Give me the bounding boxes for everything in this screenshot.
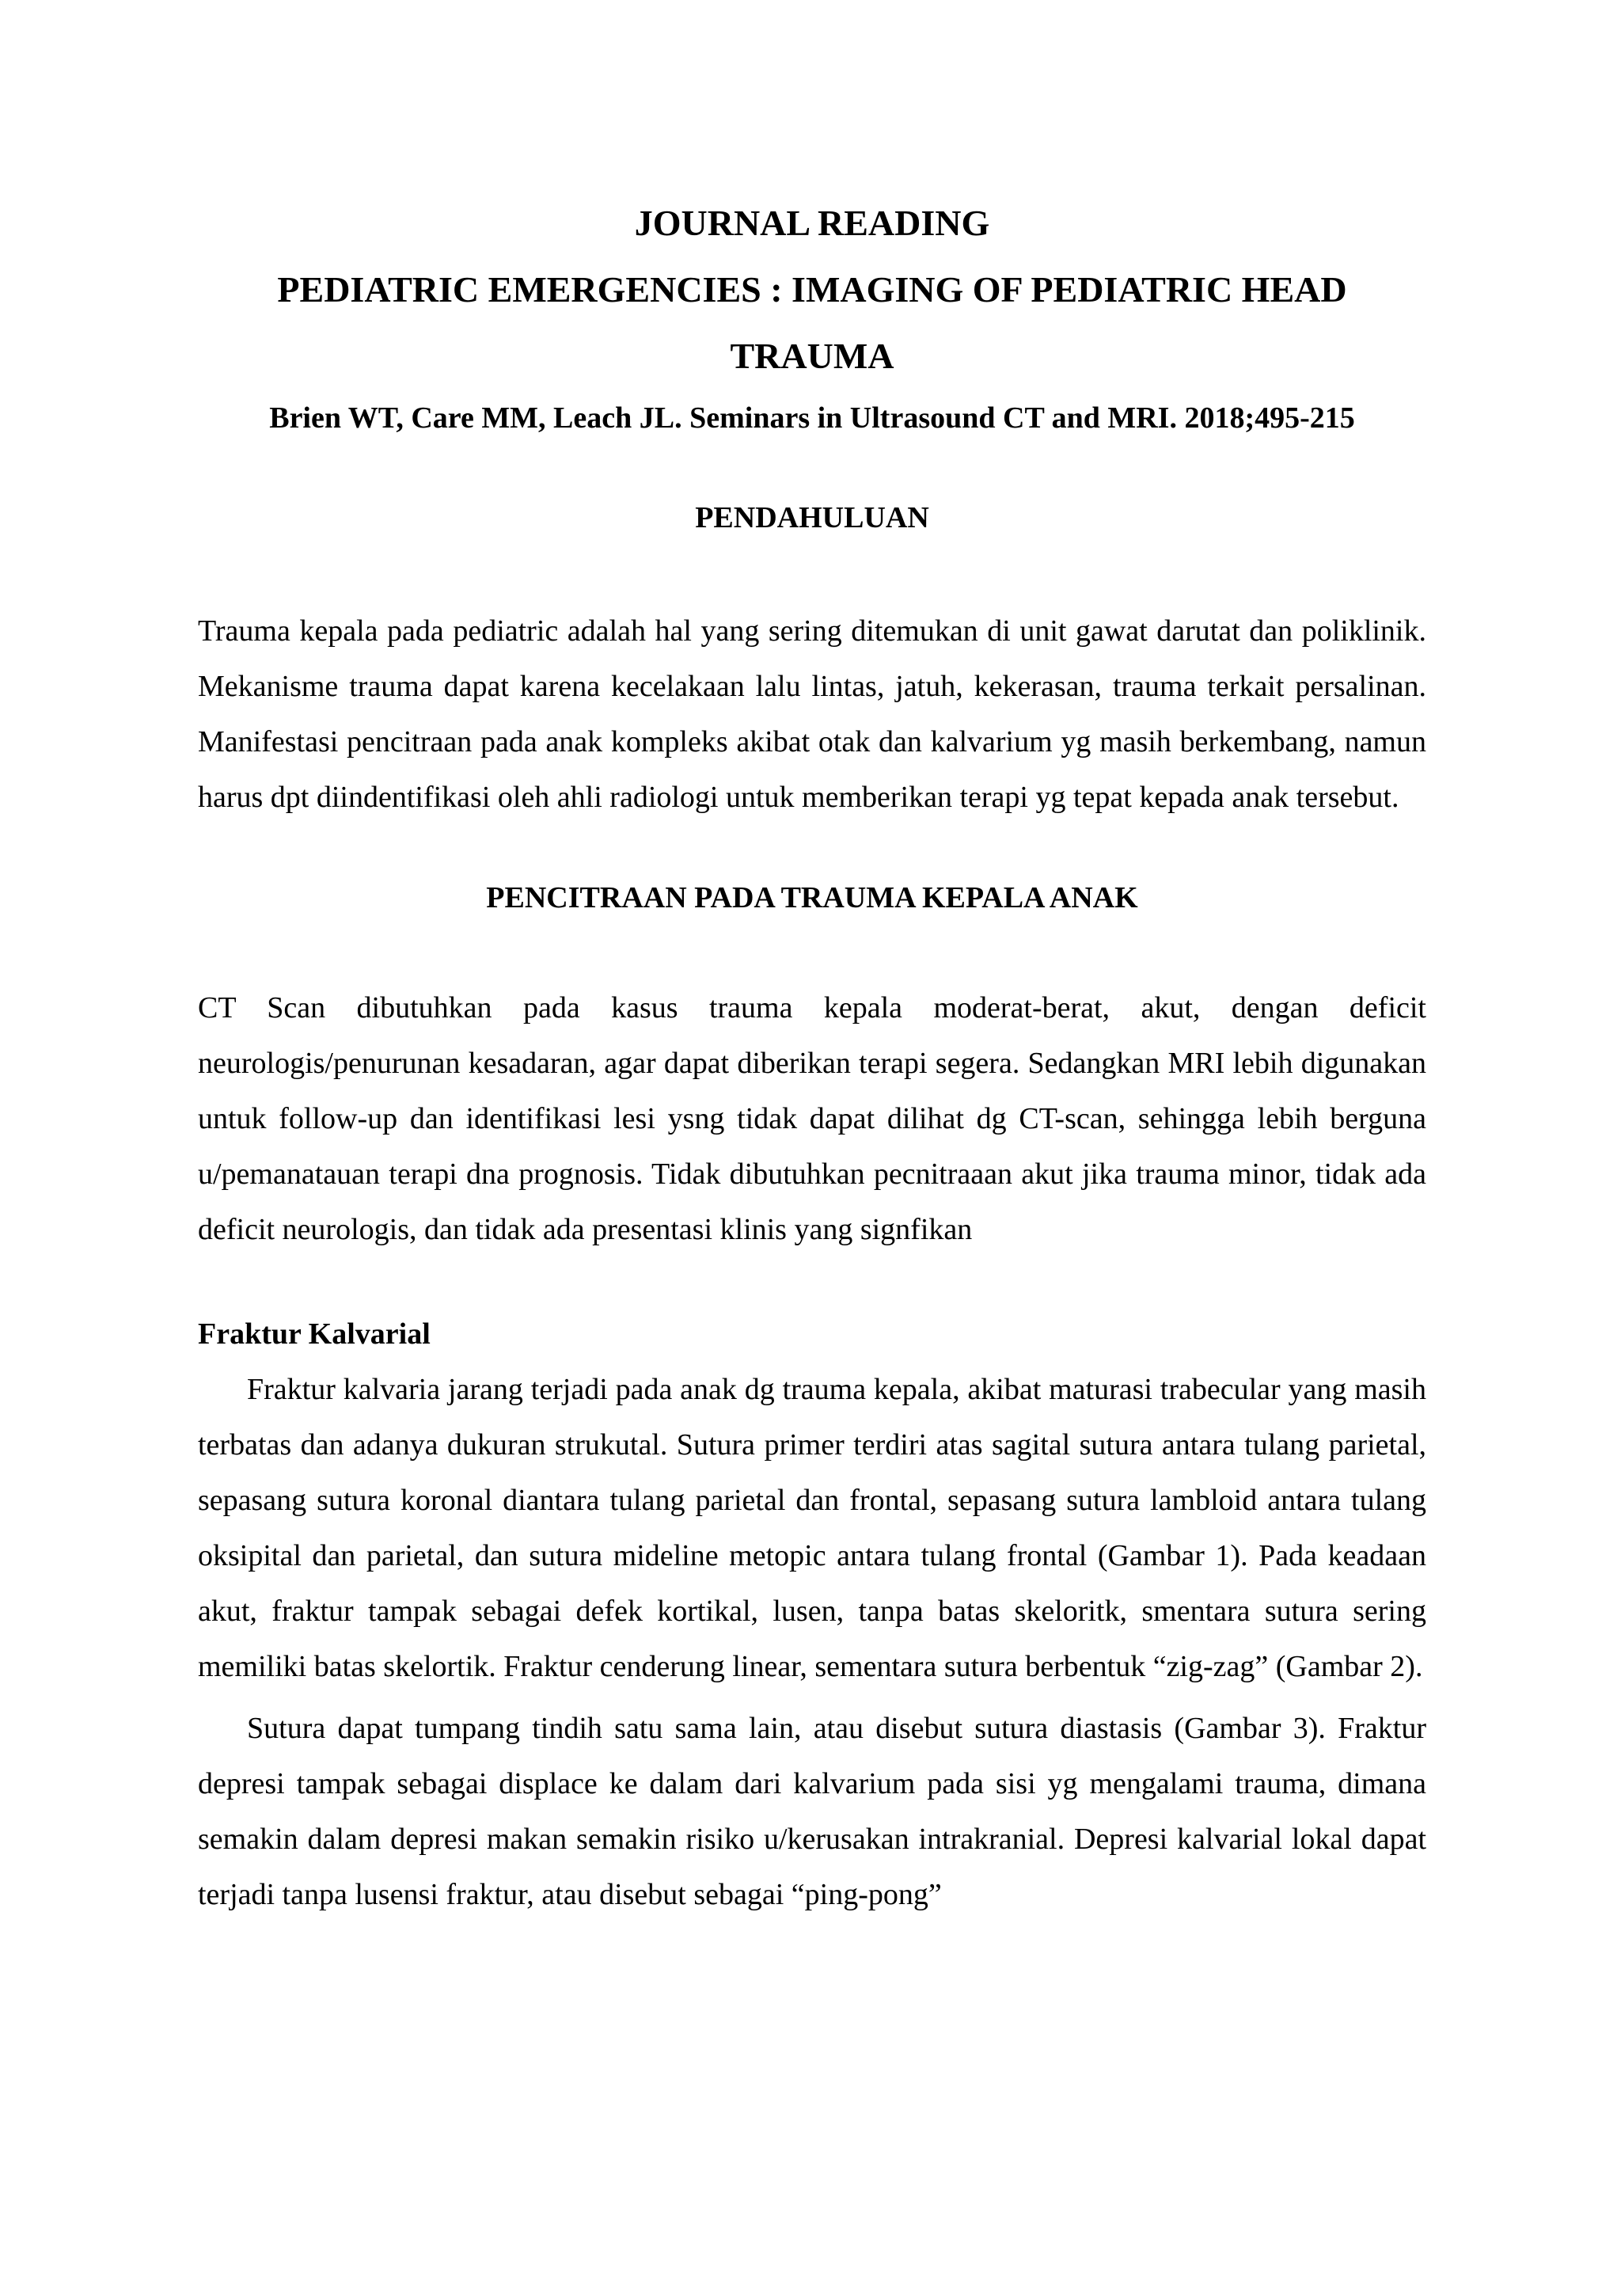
paragraph-pendahuluan: Trauma kepala pada pediatric adalah hal yang sering ditemukan di unit gawat darutat dan poliklinik. Mekanisme trauma dapat karena kecelakaan lalu lintas, jatuh, kekerasan, trauma terkait persalinan. Manifestasi pencitraan pada anak kompleks akibat otak dan kalvarium yg masih berkembang, namun harus dpt diindentifikasi oleh ahli radiologi untuk memberikan terapi yg tepat kepada anak tersebut.: [198, 614, 1426, 814]
subheading-fraktur-kalvarial: Fraktur Kalvarial: [198, 1317, 431, 1351]
paragraph-fraktur-1: Fraktur kalvaria jarang terjadi pada anak dg trauma kepala, akibat maturasi trabecular yang masih terbatas dan adanya dukuran strukutal. Sutura primer terdiri atas sagital sutura antara tulang parietal, sepasang sutura koronal diantara tulang parietal dan frontal, sepasang sutura lambloid antara tulang oksipital dan parietal, dan sutura mideline metopic antara tulang frontal (Gambar 1). Pada keadaan akut, fraktur tampak sebagai defek kortikal, lusen, tanpa batas skeloritk, smentara sutura sering memiliki batas skelortik. Fraktur cenderung linear, sementara sutura berbentuk “zig-zag” (Gambar 2).: [198, 1373, 1426, 1683]
paragraph-pencitraan: CT Scan dibutuhkan pada kasus trauma kepala moderat-berat, akut, dengan deficit neurologis/penurunan kesadaran, agar dapat diberikan terapi segera. Sedangkan MRI lebih digunakan untuk follow-up dan identifikasi lesi ysng tidak dapat dilihat dg CT-scan, sehingga lebih berguna u/pemanatauan terapi dna prognosis. Tidak dibutuhkan pecnitraaan akut jika trauma minor, tidak ada deficit neurologis, dan tidak ada presentasi klinis yang signfikan: [198, 991, 1426, 1246]
page-content: [198, 190, 1426, 1922]
title-article-line-2: TRAUMA: [730, 336, 894, 376]
citation: Brien WT, Care MM, Leach JL. Seminars in Ultrasound CT and MRI. 2018;495-215: [269, 401, 1355, 435]
heading-pencitraan: PENCITRAAN PADA TRAUMA KEPALA ANAK: [486, 881, 1138, 914]
title-article-line-1: PEDIATRIC EMERGENCIES : IMAGING OF PEDIATRIC HEAD: [277, 269, 1347, 310]
paragraph-fraktur-2: Sutura dapat tumpang tindih satu sama lain, atau disebut sutura diastasis (Gambar 3). Fraktur depresi tampak sebagai displace ke dalam dari kalvarium pada sisi yg mengalami trauma, dimana semakin dalam depresi makan semakin risiko u/kerusakan intrakranial. Depresi kalvarial lokal dapat terjadi tanpa lusensi fraktur, atau disebut sebagai “ping-pong”: [198, 1712, 1426, 1911]
title-journal-reading: JOURNAL READING: [634, 203, 990, 243]
heading-pendahuluan: PENDAHULUAN: [695, 501, 929, 534]
